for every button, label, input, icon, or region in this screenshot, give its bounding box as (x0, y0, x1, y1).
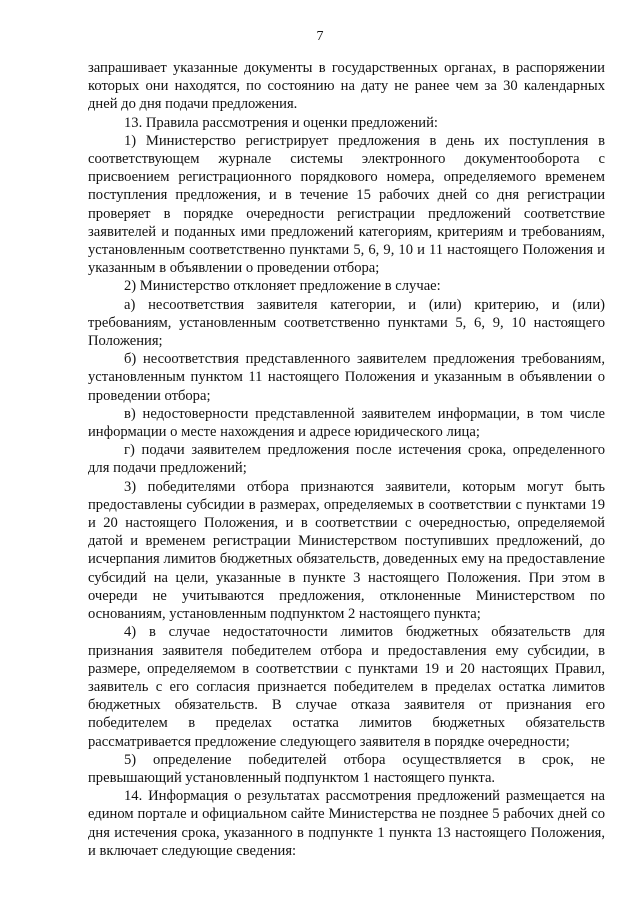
paragraph-13-1: 1) Министерство регистрирует предложения в день их поступления в соответствующем журнале системы электронного документооборота с присвоением регистрационного порядкового номера, определяемого временем поступления предложения, и в течение 15 рабочих дней со дня регистрации проверяет в порядке очередности регистрации предложений соответствие заявителей и поданных ими предложений категориям, критериям и требованиям, установленным соответственно пунктами 5, 6, 9, 10 и 11 настоящего Положения и указанным в объявлении о проведении отбора; (88, 132, 605, 277)
paragraph-13-2-b: б) несоответствия представленного заявителем предложения требованиям, установленным пунктом 11 настоящего Положения и указанным в объявлении о проведении отбора; (88, 351, 605, 404)
paragraph-13-2-v: в) недостоверности представленной заявителем информации, в том числе информации о месте нахождения и адресе юридического лица; (88, 405, 605, 441)
page-number: 7 (316, 29, 324, 44)
paragraph-13-heading: 13. Правила рассмотрения и оценки предложений: (124, 114, 438, 131)
paragraph-13-2-a: а) несоответствия заявителя категории, и (или) критерию, и (или) требованиям, установленным соответственно пунктами 5, 6, 9, 10 настоящего Положения; (88, 296, 605, 350)
paragraph-13-3: 3) победителями отбора признаются заявители, которым могут быть предоставлены субсидии в размерах, определяемых в соответствии с пунктами 19 и 20 настоящего Положения, и в соответствии с очередностью, определяемой датой и временем регистрации Министерством поступивших предложений, до исчерпания лимитов бюджетных обязательств, доведенных ему на предоставление субсидий на цели, указанные в пункте 3 настоящего Положения. При этом в очереди не учитываются предложения, отклоненные Министерством по основаниям, установленным подпунктом 2 настоящего пункта; (88, 478, 605, 623)
paragraph-13-5: 5) определение победителей отбора осуществляется в срок, не превышающий установленный подпунктом 1 настоящего пункта. (88, 751, 605, 786)
paragraph-13-2: 2) Министерство отклоняет предложение в случае: (124, 278, 441, 295)
document-body (88, 59, 605, 860)
paragraph-continuation: запрашивает указанные документы в государственных органах, в распоряжении которых они находятся, по состоянию на дату не ранее чем за 30 календарных дней до дня подачи предложения. (88, 60, 605, 113)
paragraph-13-4: 4) в случае недостаточности лимитов бюджетных обязательств для признания заявителя победителем отбора и предоставления ему субсидии, в размере, определяемом в соответствии с пунктами 19 и 20 настоящих Правил, заявитель с его согласия признается победителем в пределах остатка лимитов бюджетных обязательств. В случае отказа заявителя от признания его победителем в пределах остатка лимитов бюджетных обязательств рассматривается предложение следующего заявителя в порядке очередности; (88, 624, 605, 750)
paragraph-13-2-g: г) подачи заявителем предложения после истечения срока, определенного для подачи предложений; (88, 442, 605, 477)
paragraph-14: 14. Информация о результатах рассмотрения предложений размещается на едином портале и официальном сайте Министерства не позднее 5 рабочих дней со дня истечения срока, указанного в подпункте 1 пункта 13 настоящего Положения, и включает следующие сведения: (88, 788, 605, 859)
